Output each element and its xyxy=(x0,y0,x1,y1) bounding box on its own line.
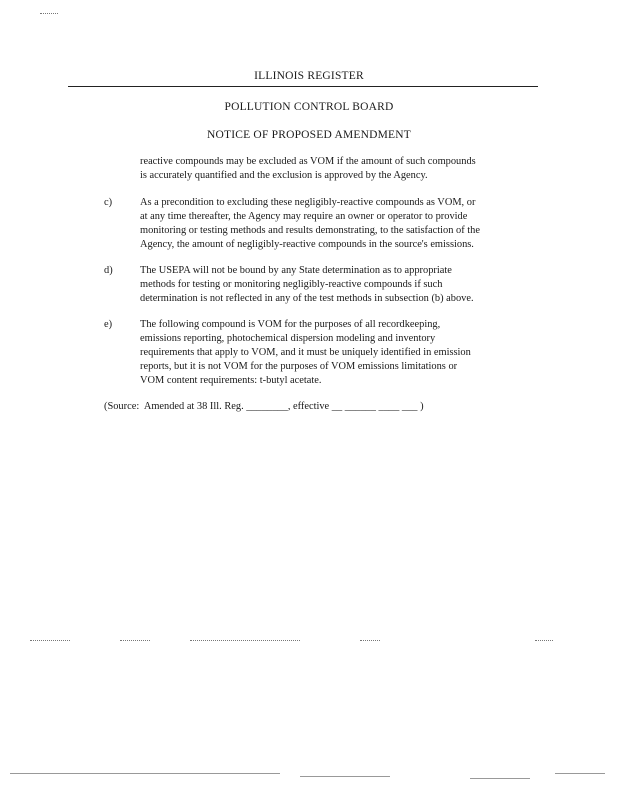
section-label-e: e) xyxy=(104,319,113,330)
scan-artifact xyxy=(470,778,530,779)
scan-artifact xyxy=(190,640,300,641)
section-label-d: d) xyxy=(104,265,113,276)
scan-artifact xyxy=(40,13,58,14)
scan-artifact xyxy=(10,773,280,774)
text-line: The USEPA will not be bound by any State determination as to appropriate xyxy=(140,265,452,276)
register-title: ILLINOIS REGISTER xyxy=(254,70,364,82)
text-line: determination is not reflected in any of the test methods in subsection (b) above. xyxy=(140,293,474,304)
text-line: As a precondition to excluding these negligibly-reactive compounds as VOM, or xyxy=(140,197,476,208)
scan-artifact xyxy=(300,776,390,777)
source-note: (Source: Amended at 38 Ill. Reg. ________, effective __ ______ ____ ___ ) xyxy=(104,401,424,412)
scan-artifact xyxy=(360,640,380,641)
scan-artifact xyxy=(555,773,605,774)
section-label-c: c) xyxy=(104,197,113,208)
header-rule xyxy=(68,86,538,87)
continuation-paragraph xyxy=(140,155,536,183)
text-line: is accurately quantified and the exclusion is approved by the Agency. xyxy=(140,170,428,181)
scan-artifact xyxy=(30,640,70,641)
section-e-paragraph xyxy=(140,318,536,388)
text-line: at any time thereafter, the Agency may require an owner or operator to provide xyxy=(140,211,468,222)
section-c-paragraph xyxy=(140,196,536,252)
text-line: requirements that apply to VOM, and it must be uniquely identified in emission xyxy=(140,347,471,358)
text-line: reactive compounds may be excluded as VOM if the amount of such compounds xyxy=(140,156,476,167)
text-line: VOM content requirements: t-butyl acetate. xyxy=(140,375,322,386)
text-line: emissions reporting, photochemical dispersion modeling and inventory xyxy=(140,333,436,344)
text-line: Agency, the amount of negligibly-reactive compounds in the source's emissions. xyxy=(140,239,474,250)
text-line: reports, but it is not VOM for the purposes of VOM emissions limitations or xyxy=(140,361,458,372)
text-line: monitoring or testing methods and results demonstrating, to the satisfaction of the xyxy=(140,225,480,236)
text-line: The following compound is VOM for the purposes of all recordkeeping, xyxy=(140,319,441,330)
section-d-paragraph xyxy=(140,264,536,306)
scan-artifact xyxy=(535,640,553,641)
board-title: POLLUTION CONTROL BOARD xyxy=(224,101,394,113)
text-line: methods for testing or monitoring negligibly-reactive compounds if such xyxy=(140,279,443,290)
notice-title: NOTICE OF PROPOSED AMENDMENT xyxy=(207,129,411,141)
scan-artifact xyxy=(120,640,150,641)
